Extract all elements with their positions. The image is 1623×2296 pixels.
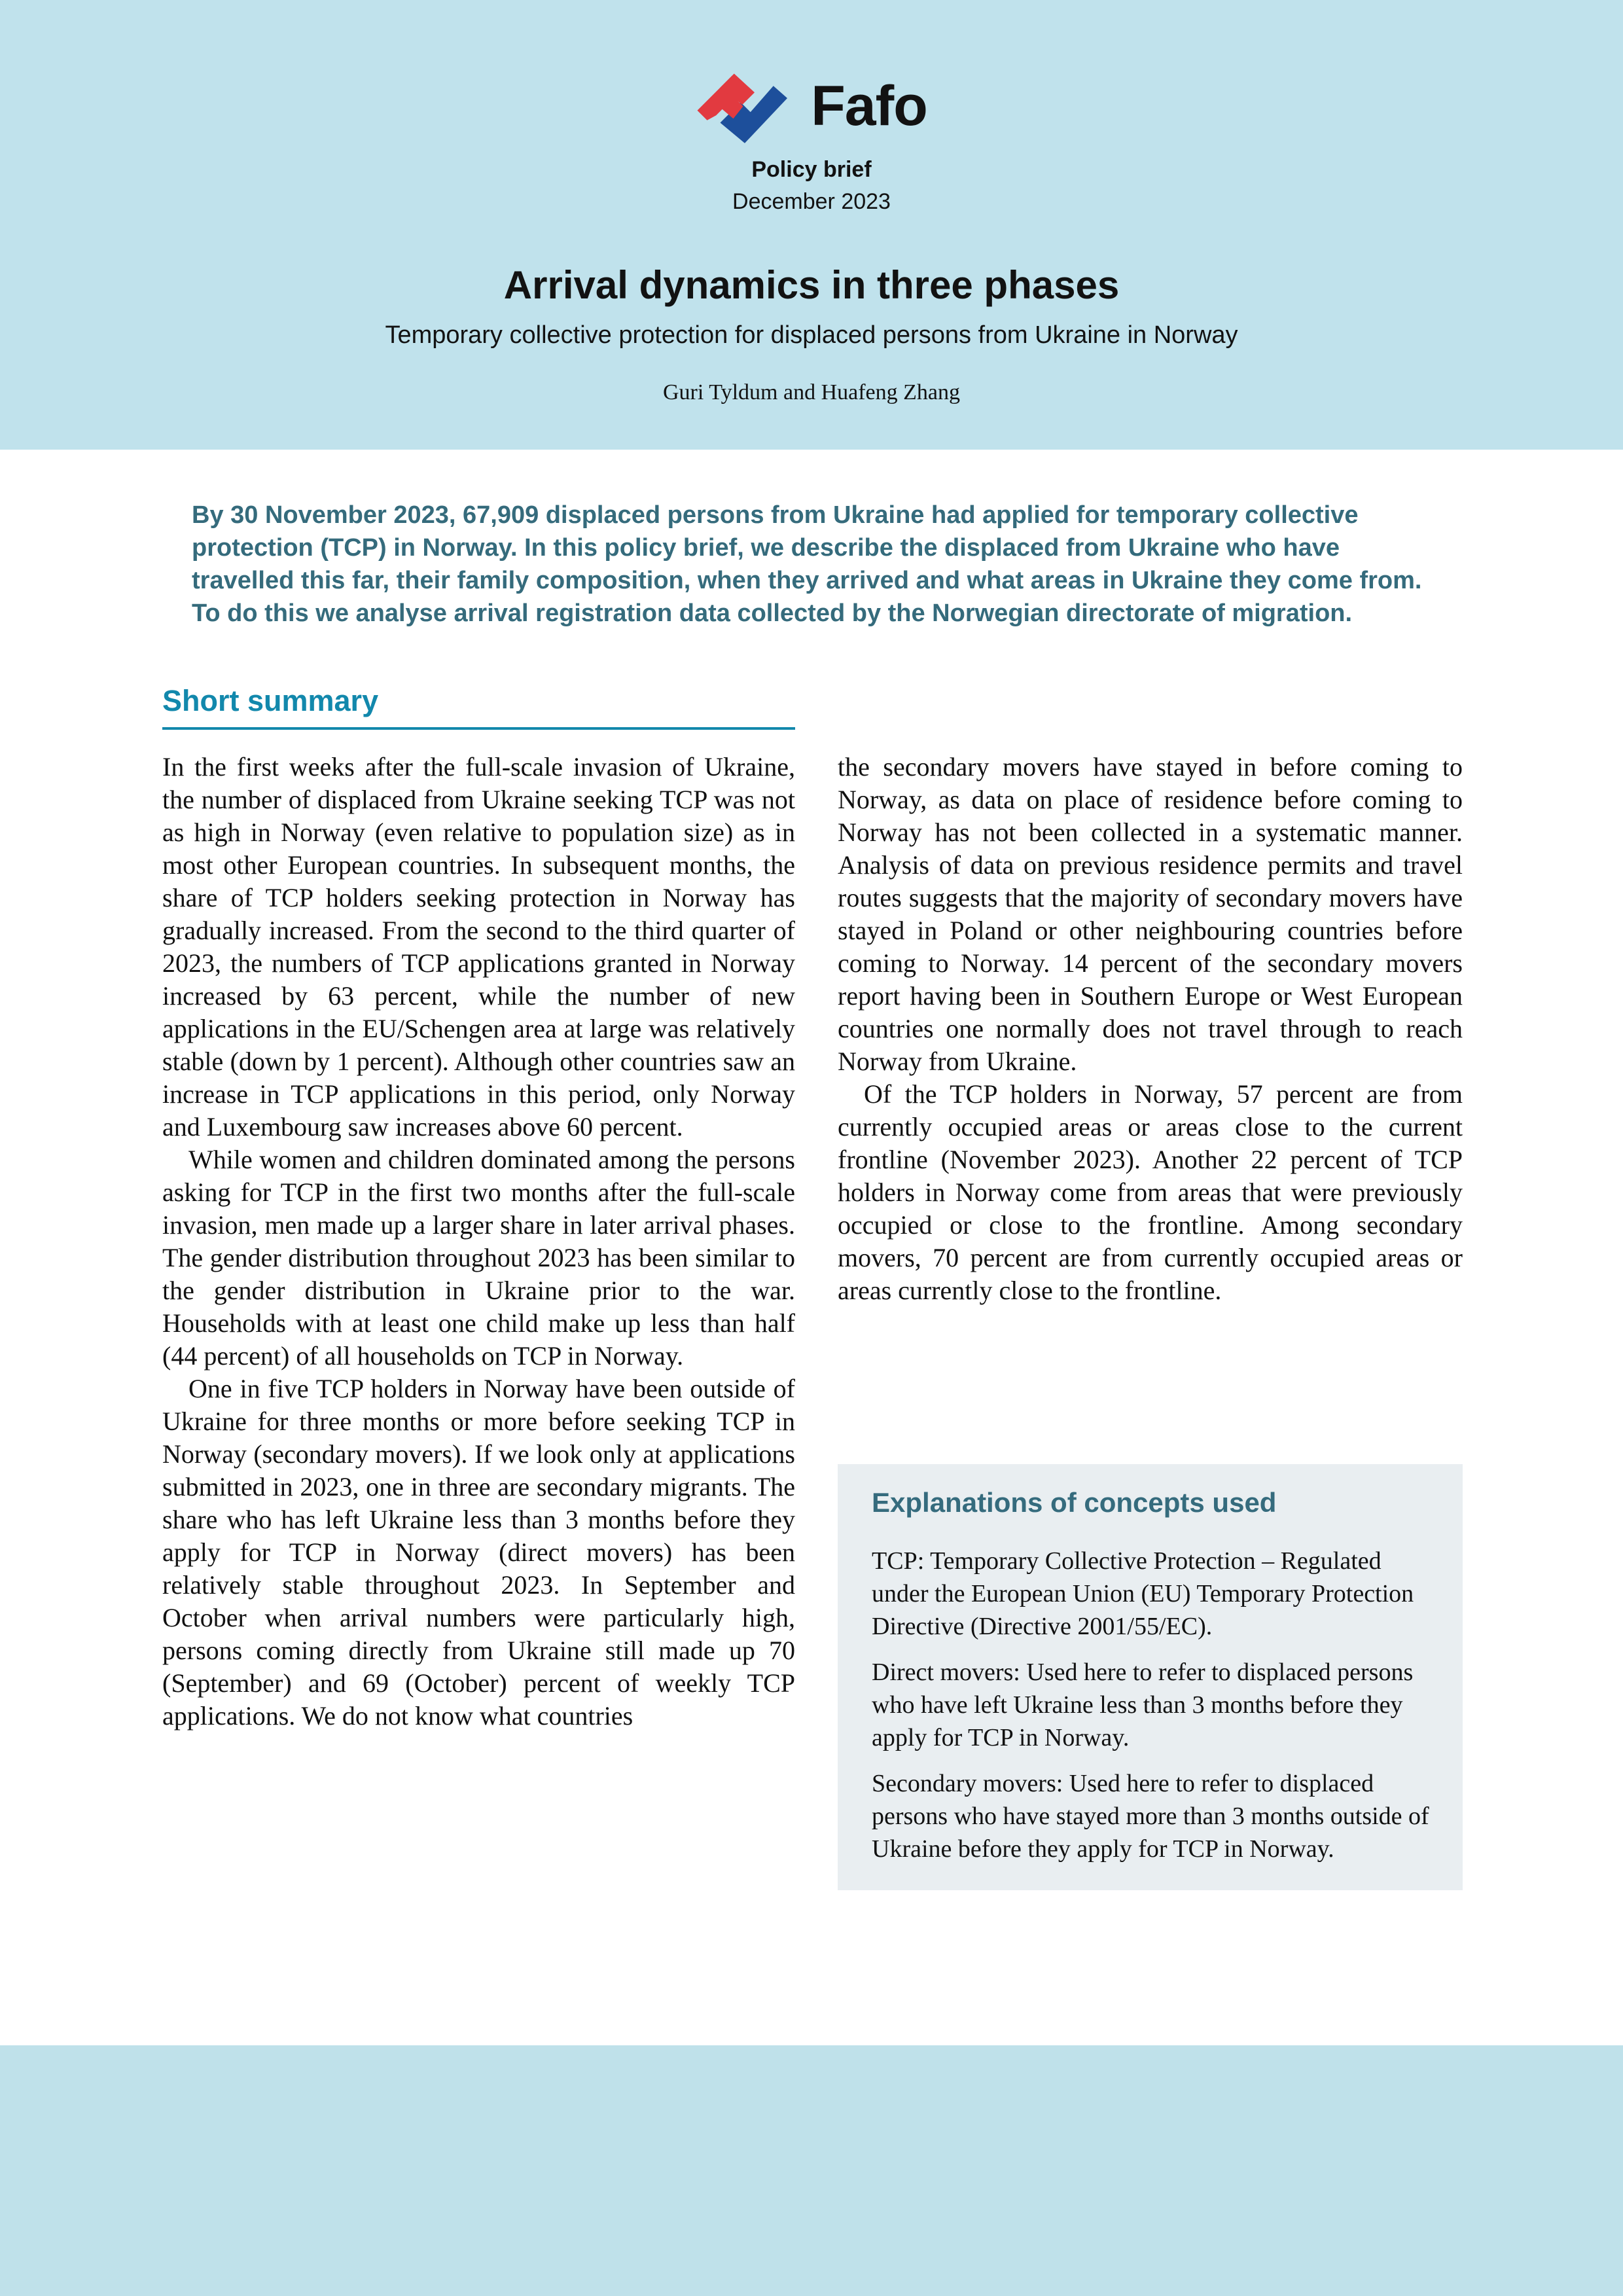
concepts-box-heading: Explanations of concepts used: [872, 1487, 1277, 1518]
left-column-paragraph: While women and children dominated among the persons asking for TCP in the first two months after the full-scale invasion, men made up a larger share in later arrival phases. The gender distribution throughout 2023 has been similar to the gender distribution in Ukraine prior to the war. Households with at least one child make up less than half (44 percent) of all households on TCP in Norway.: [162, 1145, 795, 1371]
left-column-paragraph: One in five TCP holders in Norway have been outside of Ukraine for three months or more before seeking TCP in Norway (secondary movers). If we look only at applications submitted in 2023, one in three are secondary migrants. The share who has left Ukraine less than 3 months before they apply for TCP in Norway (direct movers) has been relatively stable throughout 2023. In September and October when arrival numbers were particularly high, persons coming directly from Ukraine still made up 70 (September) and 69 (October) percent of weekly TCP applications. We do not know what countries: [162, 1374, 795, 1731]
right-column-paragraph: Of the TCP holders in Norway, 57 percent are from currently occupied areas or areas close to the current frontline (November 2023). Another 22 percent of TCP holders in Norway come from areas that were previously occupied or close to the frontline. Among secondary movers, 70 percent are from currently occupied areas or areas currently close to the frontline.: [838, 1079, 1463, 1305]
header-band: [0, 0, 1623, 450]
page-subtitle: Temporary collective protection for displaced persons from Ukraine in Norway: [385, 321, 1238, 349]
authors-line: Guri Tyldum and Huafeng Zhang: [662, 380, 960, 404]
concepts-box-paragraph: Secondary movers: Used here to refer to displaced persons who have stayed more than 3 months outside of Ukraine before they apply for TCP in Norway.: [872, 1770, 1429, 1863]
summary-heading: Short summary: [162, 685, 795, 730]
doc-date: December 2023: [732, 189, 891, 214]
left-column-paragraph: In the first weeks after the full-scale invasion of Ukraine, the number of displaced from Ukraine seeking TCP was not as high in Norway (even relative to population size) as in most other European countries. In subsequent months, the share of TCP holders seeking protection in Norway has gradually increased. From the second to the third quarter of 2023, the numbers of TCP applications granted in Norway increased by 63 percent, while the number of new applications in the EU/Schengen area at large was relatively stable (down by 1 percent). Although other countries saw an increase in TCP applications in this period, only Norway and Luxembourg saw increases above 60 percent.: [162, 752, 795, 1141]
left-column: [162, 751, 795, 1732]
fafo-logo-icon: [696, 65, 794, 147]
concepts-box-paragraph: TCP: Temporary Collective Protection – Regulated under the European Union (EU) Temporary Protection Directive (Directive 2001/55/EC).: [872, 1547, 1414, 1640]
footer-band: [0, 2045, 1623, 2296]
brand-name: Fafo: [811, 75, 927, 137]
right-column: [838, 751, 1463, 1890]
concepts-box: [838, 1464, 1463, 1890]
intro-paragraph: By 30 November 2023, 67,909 displaced persons from Ukraine had applied for temporary collective protection (TCP) in Norway. In this policy brief, we describe the displaced from Ukraine who have travelled this far, their family composition, when they arrived and what areas in Ukraine they come from. To do this we analyse arrival registration data collected by the Norwegian directorate of migration.: [192, 501, 1422, 627]
main-content: [0, 499, 1623, 1890]
two-column-layout: [162, 751, 1463, 1890]
doc-type-label: Policy brief: [751, 157, 872, 182]
right-column-paragraph: the secondary movers have stayed in before coming to Norway, as data on place of residence before coming to Norway has not been collected in a systematic manner. Analysis of data on previous residence permits and travel routes suggests that the majority of secondary movers have stayed in Poland or other neighbouring countries before coming to Norway. 14 percent of the secondary movers report having been in Southern Europe or West European countries one normally does not travel through to reach Norway from Ukraine.: [838, 752, 1463, 1076]
concepts-box-paragraph: Direct movers: Used here to refer to displaced persons who have left Ukraine less than 3 months before they apply for TCP in Norway.: [872, 1659, 1414, 1751]
page-title: Arrival dynamics in three phases: [503, 263, 1120, 307]
logo-row: [0, 65, 1623, 147]
